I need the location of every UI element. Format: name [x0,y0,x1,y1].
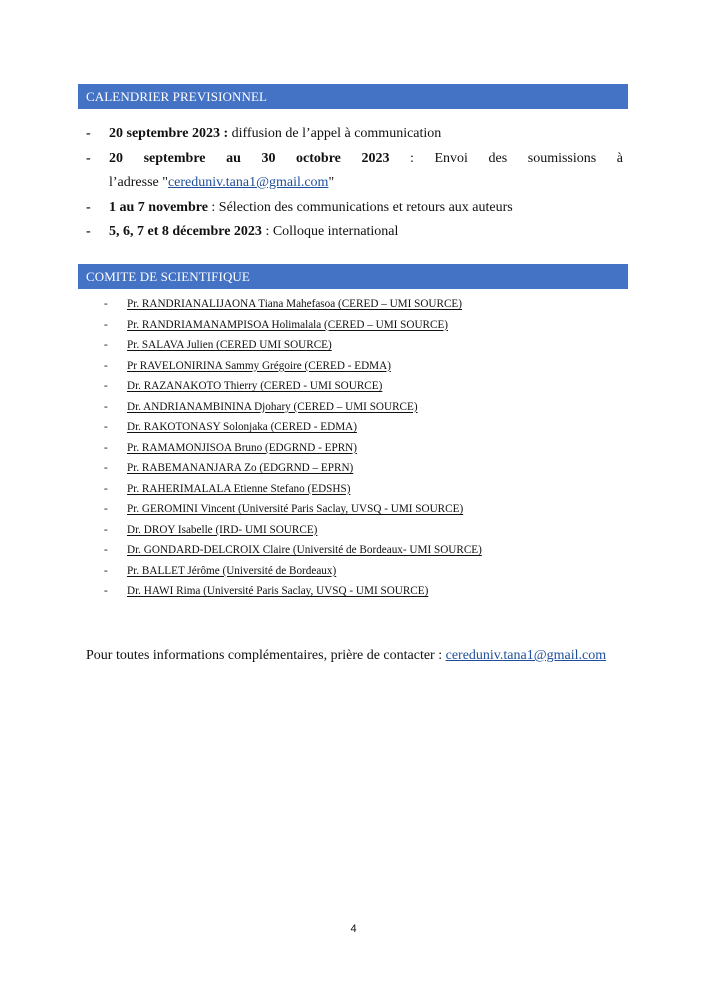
list-dash: - [104,523,108,536]
list-item [104,561,624,582]
list-dash: - [104,564,108,577]
list-dash: - [104,441,108,454]
calendar-description: diffusion de l’appel à communication [228,126,442,141]
list-dash: - [104,544,108,556]
list-item [104,540,624,561]
list-item [104,499,624,520]
list-dash: - [104,298,108,310]
comite-member-name: Pr RAVELONIRINA Sammy Grégoire (CERED - EDMA) [127,359,391,372]
list-item [104,315,624,336]
address-suffix: " [328,175,335,190]
calendar-description: : Colloque international [261,224,399,239]
list-item [104,417,624,438]
calendar-date: 20 septembre 2023 : [109,126,229,141]
list-dash: - [104,482,108,495]
comite-member-name: Pr. BALLET Jérôme (Université de Bordeaux) [127,564,337,577]
calendar-item [86,147,623,196]
comite-member-name: Dr. HAWI Rima (Université Paris Saclay, UVSQ - UMI SOURCE) [127,585,429,597]
list-dash: - [104,318,108,331]
comite-member-name: Pr. GEROMINI Vincent (Université Paris Saclay, UVSQ - UMI SOURCE) [127,503,464,515]
list-dash: - [104,380,108,392]
list-dash: - [86,150,91,166]
calendar-description: : Sélection des communications et retours aux auteurs [207,199,513,215]
calendar-date: 1 au 7 novembre [109,199,208,215]
list-item [104,294,624,315]
comite-member-name: Dr. RAKOTONASY Solonjaka (CERED - EDMA) [127,421,357,433]
calendar-section-title: CALENDRIER PREVISIONNEL [86,89,268,104]
contact-text: Pour toutes informations complémentaires, prière de contacter : [86,648,446,663]
list-item [104,397,624,418]
calendar-item [86,196,623,221]
submission-email-link[interactable]: cereduniv.tana1@gmail.com [167,175,329,190]
page-number: 4 [350,923,357,935]
comite-member-name: Dr. RAZANAKOTO Thierry (CERED - UMI SOURCE) [127,380,383,392]
list-dash: - [104,339,108,351]
calendar-item [86,220,623,245]
comite-member-name: Dr. DROY Isabelle (IRD- UMI SOURCE) [127,523,318,536]
list-dash: - [86,224,91,239]
list-dash: - [104,503,108,515]
list-dash: - [86,199,91,215]
list-dash: - [104,421,108,433]
address-prefix: l’adresse " [109,175,168,190]
calendar-description: : Envoi des soumissions à [389,150,623,166]
calendar-date: 20 septembre au 30 octobre 2023 [109,150,390,166]
list-dash: - [104,359,108,372]
comite-member-name: Pr. RAMAMONJISOA Bruno (EDGRND - EPRN) [127,441,357,454]
comite-member-list [104,294,624,602]
list-item [104,356,624,377]
comite-member-name: Dr. GONDARD-DELCROIX Claire (Université de Bordeaux- UMI SOURCE) [127,544,482,556]
calendar-list [86,122,623,245]
list-item [104,335,624,356]
list-item [104,438,624,459]
list-item [104,458,624,479]
calendar-date: 5, 6, 7 et 8 décembre 2023 [109,224,262,239]
list-item [104,520,624,541]
calendar-section-header [78,84,628,109]
comite-member-name: Pr. RANDRIAMANAMPISOA Holimalala (CERED – UMI SOURCE) [127,318,449,331]
comite-section-title: COMITE DE SCIENTIFIQUE [86,269,250,284]
list-item [104,581,624,602]
list-dash: - [104,400,108,413]
comite-section-header [78,264,628,289]
list-item [104,376,624,397]
calendar-item [86,122,623,147]
comite-member-name: Pr. RABEMANANJARA Zo (EDGRND – EPRN) [127,462,354,474]
calendar-address-line [109,171,623,196]
list-dash: - [104,585,108,597]
list-dash: - [86,126,91,141]
comite-member-name: Pr. RAHERIMALALA Etienne Stefano (EDSHS) [127,482,351,495]
comite-member-name: Pr. SALAVA Julien (CERED UMI SOURCE) [127,339,332,351]
contact-line [86,646,646,666]
comite-member-name: Pr. RANDRIANALIJAONA Tiana Mahefasoa (CERED – UMI SOURCE) [127,298,462,310]
list-item [104,479,624,500]
list-dash: - [104,462,108,474]
comite-member-name: Dr. ANDRIANAMBININA Djohary (CERED – UMI SOURCE) [127,400,418,413]
contact-email-link[interactable]: cereduniv.tana1@gmail.com [445,648,607,663]
